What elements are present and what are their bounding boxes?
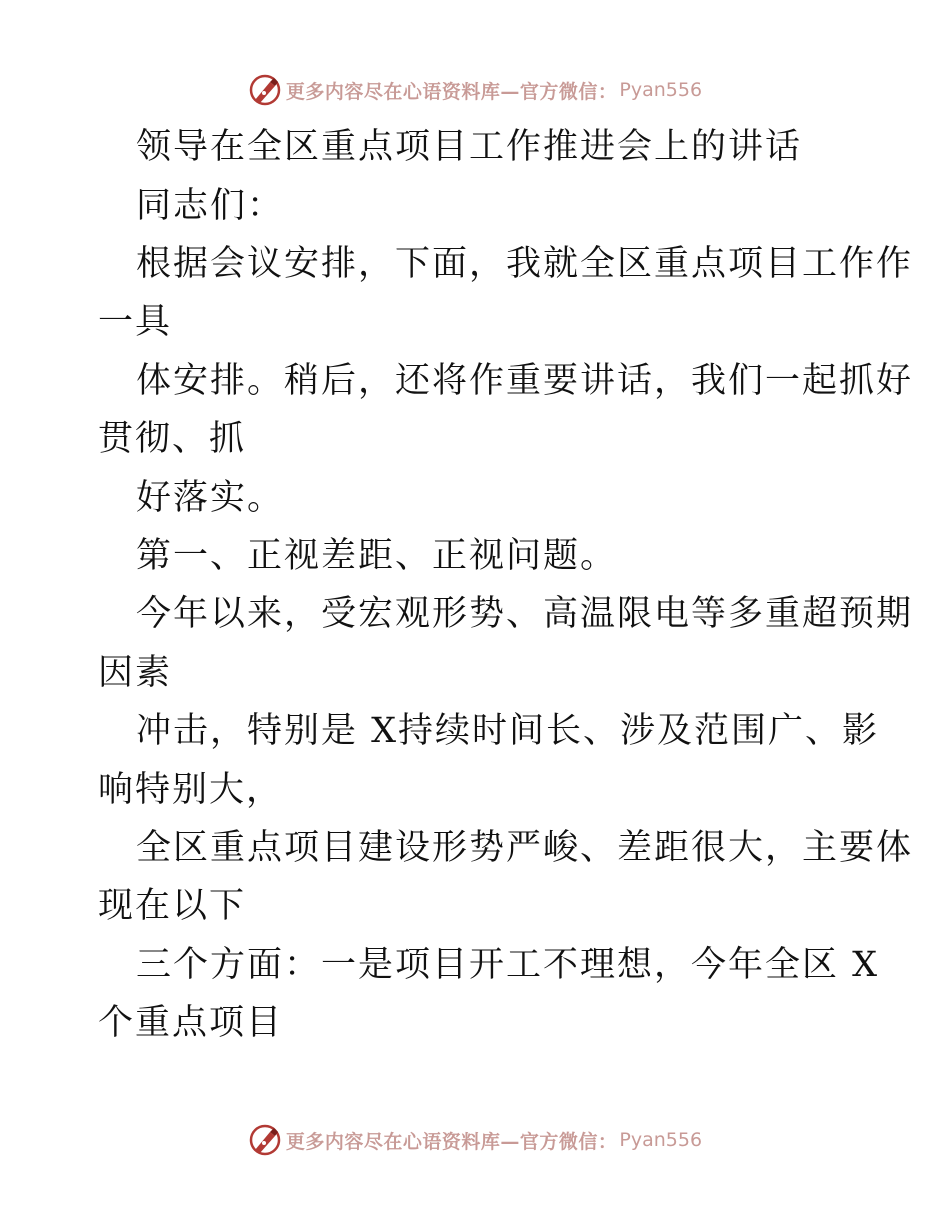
paragraph-line: 个重点项目 <box>98 1003 284 1043</box>
paragraph-line: 今年以来，受宏观形势、高温限电等多重超预期 <box>136 594 914 634</box>
pen-nib-logo-icon <box>248 73 282 107</box>
paragraph-line: 同志们： <box>136 186 285 226</box>
paragraph-line: 现在以下 <box>98 886 247 926</box>
pen-nib-logo-icon <box>248 1123 282 1157</box>
paragraph-line: 响特别大， <box>98 770 284 810</box>
header-watermark-text: 更多内容尽在心语资料库—官方微信： <box>285 80 618 103</box>
header-wechat-id: Pyan556 <box>619 79 703 101</box>
paragraph-line: 根据会议安排，下面，我就全区重点项目工作作 <box>136 244 914 284</box>
paragraph-line: 体安排。稍后，还将作重要讲话，我们一起抓好 <box>136 361 914 401</box>
header-watermark-banner <box>0 70 950 110</box>
paragraph-line: 全区重点项目建设形势严峻、差距很大，主要体 <box>136 828 914 868</box>
document-title: 领导在全区重点项目工作推进会上的讲话 <box>136 127 803 167</box>
paragraph-line: 好落实。 <box>136 478 285 518</box>
footer-wechat-id: Pyan556 <box>619 1129 703 1151</box>
paragraph-line: 一具 <box>98 302 173 342</box>
paragraph-line: 冲击，特别是 X持续时间长、涉及范围广、影 <box>136 711 880 751</box>
paragraph-line: 贯彻、抓 <box>98 419 247 459</box>
footer-watermark-text: 更多内容尽在心语资料库—官方微信： <box>285 1130 618 1153</box>
paragraph-line: 三个方面：一是项目开工不理想，今年全区 X <box>136 945 880 985</box>
section-heading: 第一、正视差距、正视问题。 <box>136 536 618 576</box>
footer-watermark-banner <box>0 1120 950 1160</box>
paragraph-line: 因素 <box>98 653 173 693</box>
